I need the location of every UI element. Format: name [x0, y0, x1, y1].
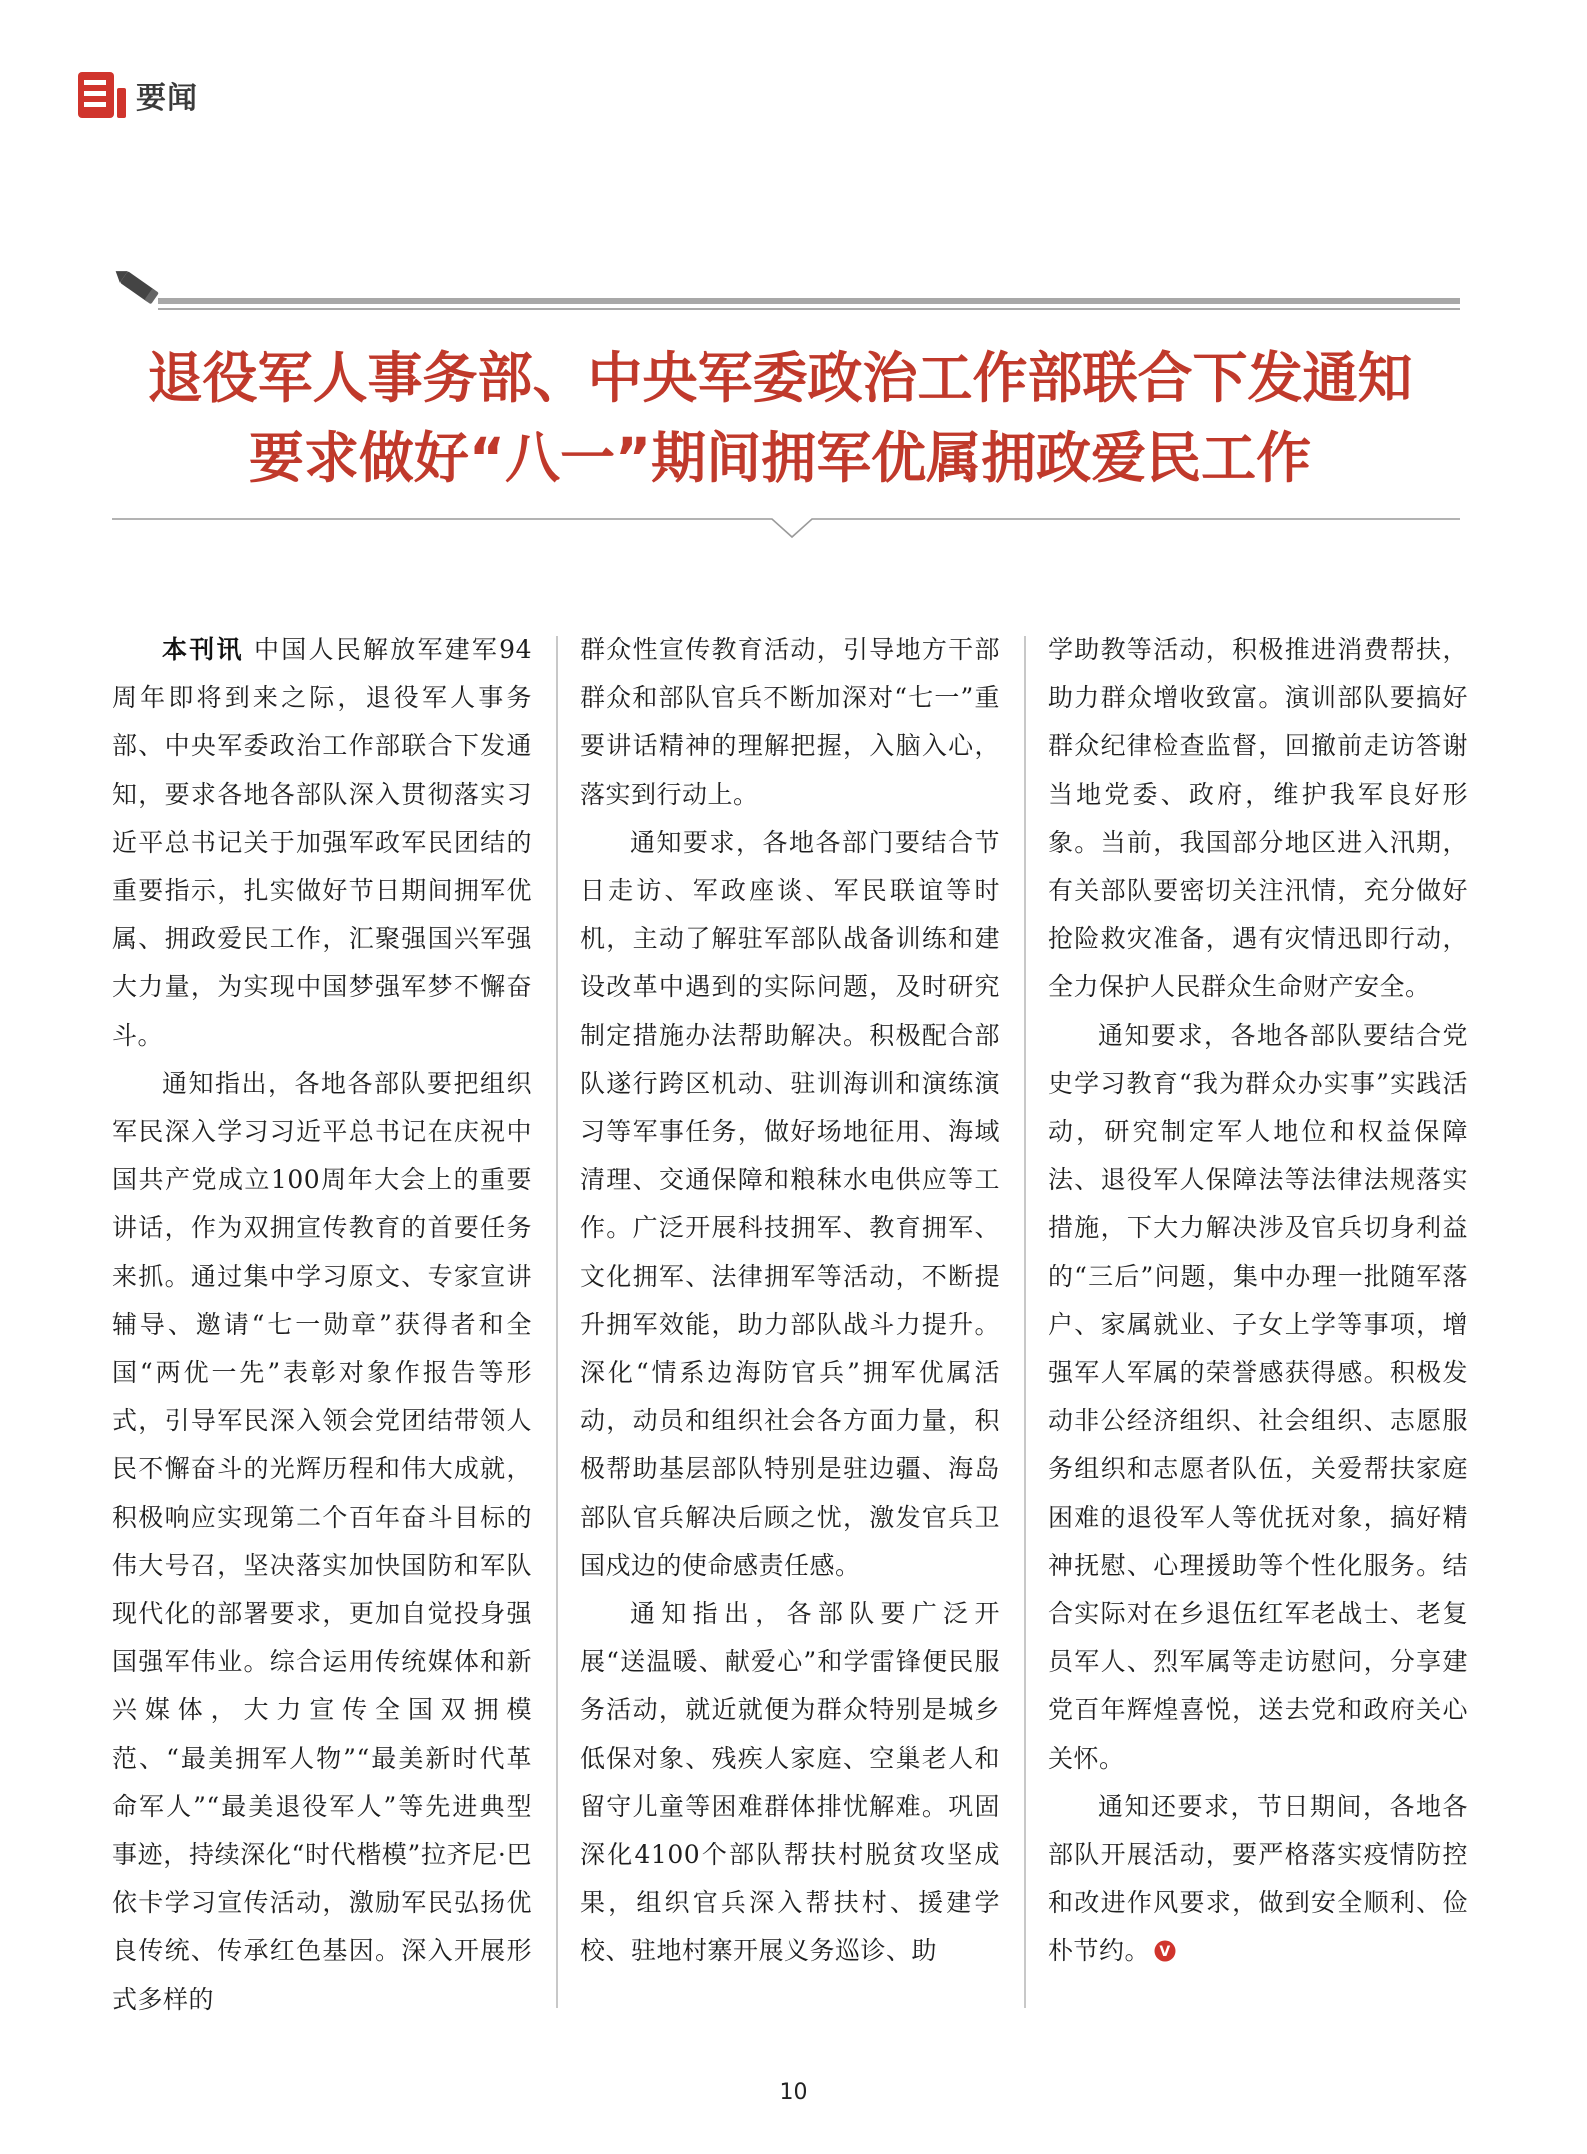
paragraph-continued: 群众性宣传教育活动，引导地方干部群众和部队官兵不断加深对“七一”重要讲话精神的理解把握，入脑入心，落实到行动上。: [580, 635, 1000, 809]
paragraph: 通知指出，各部队要广泛开展“送温暖、献爱心”和学雷锋便民服务活动，就近就便为群众特别是城乡低保对象、残疾人家庭、空巢老人和留守儿童等困难群体排忧解难。巩固深化4100个部队帮扶村脱贫攻坚成果，组织官兵深入帮扶村、援建学校、驻地村寨开展义务巡诊、助: [580, 1599, 1000, 1966]
final-text: 通知还要求，节日期间，各地各部队开展活动，要严格落实疫情防控和改进作风要求，做到安全顺利、俭朴节约。: [1048, 1791, 1468, 1966]
column-divider-1: [556, 636, 558, 2008]
article-column-1: [112, 626, 532, 2024]
news-section-icon: [78, 72, 128, 118]
article-title-line-1: 退役军人事务部、中央军委政治工作部联合下发通知: [147, 346, 1413, 410]
column-divider-2: [1024, 636, 1026, 2008]
lead-text: 中国人民解放军建军94周年即将到来之际，退役军人事务部、中央军委政治工作部联合下发通知，要求各地各部队深入贯彻落实习近平总书记关于加强军政军民团结的重要指示，扎实做好节日期间拥军优属、拥政爱民工作，汇聚强国兴军强大力量，为实现中国梦强军梦不懈奋斗。: [112, 635, 532, 1050]
article-column-2: [580, 626, 1000, 1976]
page-number: 10: [779, 2080, 808, 2105]
paragraph-lead: [112, 626, 532, 1060]
article-title-line-2: 要求做好“八一”期间拥军优属拥政爱民工作: [248, 426, 1312, 490]
section-header: [78, 72, 198, 118]
end-mark-icon: [1154, 1940, 1176, 1962]
title-top-rule-thin: [158, 308, 1460, 310]
paragraph-continued: 学助教等活动，积极推进消费帮扶，助力群众增收致富。演训部队要搞好群众纪律检查监督，回撤前走访答谢当地党委、政府，维护我军良好形象。当前，我国部分地区进入汛期，有关部队要密切关注汛情，充分做好抢险救灾准备，遇有灾情迅即行动，全力保护人民群众生命财产安全。: [1048, 635, 1468, 1002]
title-bottom-rule: [112, 503, 1460, 543]
lead-label: 本刊讯: [162, 635, 244, 664]
svg-text:V: V: [1159, 1944, 1171, 1961]
article-column-3: [1048, 626, 1468, 1976]
article-title: [80, 338, 1480, 498]
pen-icon: [108, 262, 168, 314]
section-label: 要闻: [136, 81, 198, 116]
paragraph: 通知指出，各地各部队要把组织军民深入学习习近平总书记在庆祝中国共产党成立100周年大会上的重要讲话，作为双拥宣传教育的首要任务来抓。通过集中学习原文、专家宣讲辅导、邀请“七一勋章”获得者和全国“两优一先”表彰对象作报告等形式，引导军民深入领会党团结带领人民不懈奋斗的光辉历程和伟大成就，积极响应实现第二个百年奋斗目标的伟大号召，坚决落实加快国防和军队现代化的部署要求，更加自觉投身强国强军伟业。综合运用传统媒体和新兴媒体，大力宣传全国双拥模范、“最美拥军人物”“最美新时代革命军人”“最美退役军人”等先进典型事迹，持续深化“时代楷模”拉齐尼·巴依卡学习宣传活动，激励军民弘扬优良传统、传承红色基因。深入开展形式多样的: [112, 1068, 532, 2014]
paragraph: 通知要求，各地各部队要结合党史学习教育“我为群众办实事”实践活动，研究制定军人地位和权益保障法、退役军人保障法等法律法规落实措施，下大力解决涉及官兵切身利益的“三后”问题，集中办理一批随军落户、家属就业、子女上学等事项，增强军人军属的荣誉感获得感。积极发动非公经济组织、社会组织、志愿服务组织和志愿者队伍，关爱帮扶家庭困难的退役军人等优抚对象，搞好精神抚慰、心理援助等个性化服务。结合实际对在乡退伍红军老战士、老复员军人、烈军属等走访慰问，分享建党百年辉煌喜悦，送去党和政府关心关怀。: [1048, 1020, 1468, 1773]
title-top-rule: [158, 298, 1460, 304]
paragraph: 通知要求，各地各部门要结合节日走访、军政座谈、军民联谊等时机，主动了解驻军部队战备训练和建设改革中遇到的实际问题，及时研究制定措施办法帮助解决。积极配合部队遂行跨区机动、驻训海训和演练演习等军事任务，做好场地征用、海域清理、交通保障和粮秣水电供应等工作。广泛开展科技拥军、教育拥军、文化拥军、法律拥军等活动，不断提升拥军效能，助力部队战斗力提升。深化“情系边海防官兵”拥军优属活动，动员和组织社会各方面力量，积极帮助基层部队特别是驻边疆、海岛部队官兵解决后顾之忧，激发官兵卫国戍边的使命感责任感。: [580, 827, 1000, 1580]
paragraph-final: [1048, 1783, 1468, 1976]
